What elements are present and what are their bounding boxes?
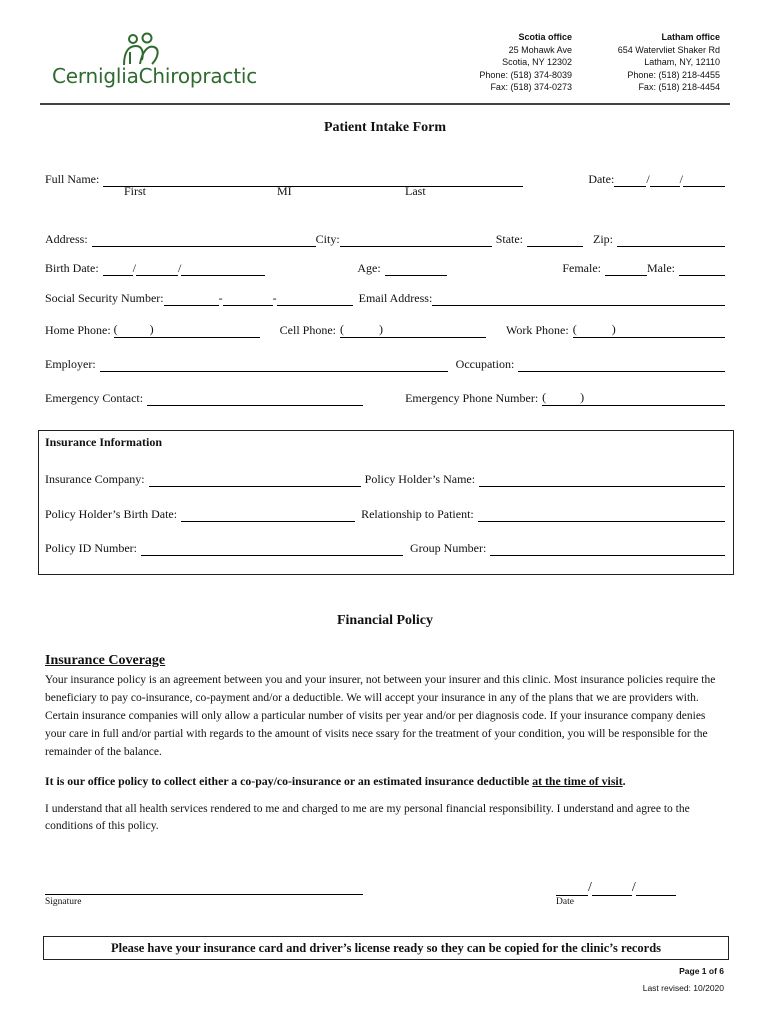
office-policy-period: . xyxy=(622,774,626,788)
cell-phone-field[interactable] xyxy=(340,322,486,338)
address-field[interactable] xyxy=(92,234,316,247)
insurance-company-label: Insurance Company: xyxy=(45,472,145,486)
employer-label: Employer: xyxy=(45,357,96,371)
policy-id-row xyxy=(45,536,725,556)
insurance-coverage-text: Your insurance policy is an agreement between you and your insurer, not between your insurer and this clinic. Most insurance policies require the beneficiary to pay co-insurance, co-payment and/or a deductible. We will accept your insurance in any of the plans that we are providers with. Certain insurance companies will only allow a particular number of visits per year and/or per diagnosis code. If your insurance company denies your care in full and/or partial with regards to the amount of visits nece ssary for the treatment of your condition, you will be responsible for the remainder of the balance. xyxy=(45,674,716,758)
state-label: State: xyxy=(495,232,524,246)
emergency-paren-open: ( xyxy=(542,390,547,404)
emergency-phone-field[interactable] xyxy=(542,390,725,406)
latham-phone: Phone: (518) 218-4455 xyxy=(627,69,720,80)
ssn-part3-field[interactable] xyxy=(277,293,353,306)
signature-date-field[interactable] xyxy=(556,880,680,896)
policy-holder-birth-field[interactable] xyxy=(181,509,355,522)
latham-address-line1: 654 Watervliet Shaker Rd xyxy=(617,44,720,55)
relationship-label: Relationship to Patient: xyxy=(361,507,474,521)
home-paren-close: ) xyxy=(149,322,154,336)
ssn-dash-2: - xyxy=(272,291,277,305)
age-label: Age: xyxy=(357,261,381,275)
policy-holder-name-label: Policy Holder’s Name: xyxy=(364,472,476,486)
employer-row xyxy=(45,352,725,372)
phones-row xyxy=(45,318,725,338)
group-number-field[interactable] xyxy=(490,543,725,556)
full-name-row xyxy=(45,167,725,187)
employer-field[interactable] xyxy=(100,359,448,372)
home-phone-field[interactable] xyxy=(113,322,260,338)
signature-date-slash-2: / xyxy=(631,880,636,895)
first-name-caption: First xyxy=(124,184,147,198)
state-field[interactable] xyxy=(527,234,583,247)
latham-fax: Fax: (518) 218-4454 xyxy=(638,82,720,92)
acknowledgement-text: I understand that all health services rendered to me and charged to me are my personal financial responsibility. I understand and agree to the conditions of this policy. xyxy=(45,803,690,832)
emergency-contact-field[interactable] xyxy=(147,393,363,406)
emergency-paren-close: ) xyxy=(580,390,585,404)
logo-wordmark: CernigliaChiropractic xyxy=(52,64,258,88)
signature-date-day[interactable] xyxy=(592,883,632,896)
policy-holder-name-field[interactable] xyxy=(479,474,725,487)
city-field[interactable] xyxy=(340,234,492,247)
work-phone-field[interactable] xyxy=(572,322,725,338)
date-day-field[interactable] xyxy=(650,174,680,187)
zip-field[interactable] xyxy=(617,234,725,247)
signature-date-slash-1: / xyxy=(588,880,592,895)
female-field[interactable] xyxy=(605,263,647,276)
ssn-row xyxy=(45,286,725,306)
ssn-part1-field[interactable] xyxy=(164,293,219,306)
insurance-card-notice: Please have your insurance card and driver’s license ready so they can be copied for the clinic’s records xyxy=(43,936,729,960)
latham-address-line2: Latham, NY, 12110 xyxy=(644,57,720,67)
date-caption: Date xyxy=(556,897,574,907)
last-name-caption: Last xyxy=(405,184,426,198)
birth-year-field[interactable] xyxy=(181,263,265,276)
latham-office-title: Latham office xyxy=(661,32,720,42)
scotia-address-line1: 25 Mohawk Ave xyxy=(508,44,572,55)
birth-day-field[interactable] xyxy=(136,263,178,276)
date-slash-2: / xyxy=(679,172,683,186)
policy-holder-birth-label: Policy Holder’s Birth Date: xyxy=(45,507,178,521)
work-paren-open: ( xyxy=(572,322,577,336)
work-paren-close: ) xyxy=(611,322,616,336)
emergency-row xyxy=(45,386,725,406)
financial-policy-title: Financial Policy xyxy=(336,613,434,628)
work-phone-label: Work Phone: xyxy=(506,323,569,337)
home-phone-label: Home Phone: xyxy=(45,323,111,337)
office-policy-underlined: at the time of visit xyxy=(532,774,623,788)
relationship-field[interactable] xyxy=(478,509,725,522)
middle-initial-caption: MI xyxy=(277,184,292,198)
full-name-label: Full Name: xyxy=(45,172,100,186)
zip-label: Zip: xyxy=(593,232,614,246)
scotia-address-line2: Scotia, NY 12302 xyxy=(502,57,572,67)
email-label: Email Address: xyxy=(358,291,433,305)
page-number: Page 1 of 6 xyxy=(679,966,724,976)
group-number-label: Group Number: xyxy=(410,541,487,555)
city-label: City: xyxy=(315,232,340,246)
date-label: Date: xyxy=(588,172,615,186)
form-title: Patient Intake Form xyxy=(323,120,447,135)
ssn-dash-1: - xyxy=(218,291,223,305)
occupation-field[interactable] xyxy=(518,359,725,372)
insurance-company-row xyxy=(45,467,725,487)
age-field[interactable] xyxy=(385,263,447,276)
scotia-office-info xyxy=(402,31,572,94)
date-month-field[interactable] xyxy=(614,174,646,187)
ssn-part2-field[interactable] xyxy=(223,293,273,306)
insurance-heading: Insurance Information xyxy=(45,435,163,449)
scotia-fax: Fax: (518) 374-0273 xyxy=(490,82,572,92)
address-row xyxy=(45,227,725,247)
signature-date-year[interactable] xyxy=(636,883,676,896)
insurance-coverage-heading: Insurance Coverage xyxy=(45,653,166,668)
policy-holder-birth-row xyxy=(45,502,725,522)
birth-slash-2: / xyxy=(178,261,182,275)
email-field[interactable] xyxy=(432,293,725,306)
signature-label: Signature xyxy=(45,897,82,907)
policy-id-label: Policy ID Number: xyxy=(45,541,137,555)
occupation-label: Occupation: xyxy=(455,357,515,371)
address-label: Address: xyxy=(45,232,88,246)
date-slash-1: / xyxy=(646,172,650,186)
male-field[interactable] xyxy=(679,263,725,276)
emergency-contact-label: Emergency Contact: xyxy=(45,391,144,405)
office-policy-text: It is our office policy to collect either a co-pay/co-insurance or an estimated insurance deductible xyxy=(45,774,533,788)
emergency-phone-label: Emergency Phone Number: xyxy=(405,391,539,405)
cell-paren-open: ( xyxy=(340,322,345,336)
insurance-company-field[interactable] xyxy=(149,474,361,487)
ssn-label: Social Security Number: xyxy=(45,291,164,305)
birth-slash-1: / xyxy=(132,261,136,275)
latham-office-info xyxy=(550,31,720,94)
home-paren-open: ( xyxy=(113,322,118,336)
birth-month-field[interactable] xyxy=(103,263,133,276)
scotia-office-title: Scotia office xyxy=(518,32,572,42)
policy-id-field[interactable] xyxy=(141,543,403,556)
full-name-field[interactable] xyxy=(103,174,523,187)
date-year-field[interactable] xyxy=(683,174,725,187)
scotia-phone: Phone: (518) 374-8039 xyxy=(479,69,572,80)
office-policy-statement xyxy=(45,772,727,790)
female-label: Female: xyxy=(562,261,601,275)
cell-paren-close: ) xyxy=(379,322,384,336)
signature-date-month[interactable] xyxy=(556,883,588,896)
header-divider xyxy=(40,103,730,105)
birth-date-label: Birth Date: xyxy=(45,261,99,275)
last-revised: Last revised: 10/2020 xyxy=(642,983,724,993)
cell-phone-label: Cell Phone: xyxy=(279,323,337,337)
male-label: Male: xyxy=(647,261,675,275)
birth-row xyxy=(45,256,725,276)
signature-field[interactable] xyxy=(45,882,363,895)
